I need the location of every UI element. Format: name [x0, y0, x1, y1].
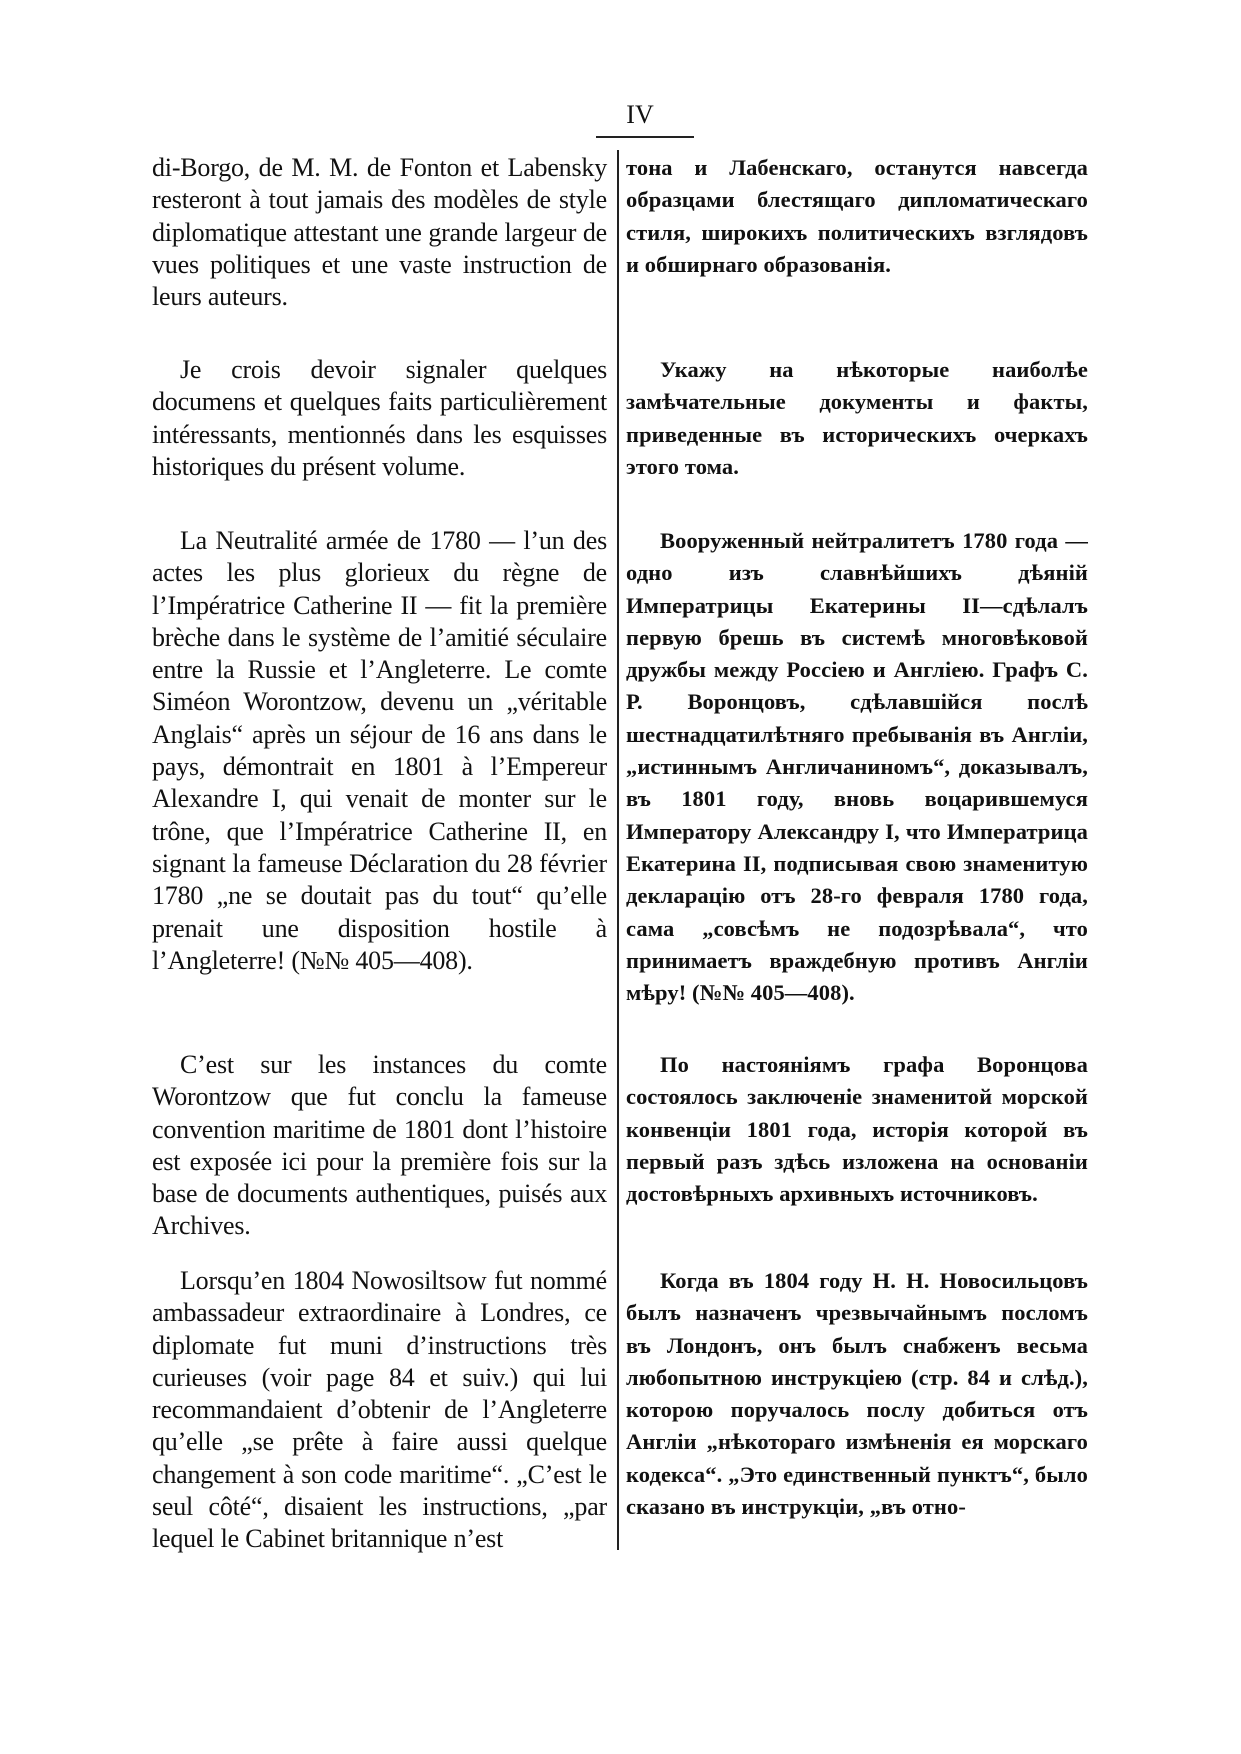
russian-paragraph-1: тона и Лабенскаго, останутся навсегда образцами блестящаго дипломатическаго стиля, широкихъ политическихъ взглядовъ и обширнаго образованія.	[626, 155, 1088, 277]
french-paragraph-4: C’est sur les instances du comte Worontzow que fut conclu la fameuse convention maritime de 1801 dont l’histoire est exposée ici pour la première fois sur la base de documents authentiques, puisés aux Archives.	[152, 1050, 607, 1241]
page-number-rule	[596, 136, 694, 138]
russian-paragraph-4: По настояніямъ графа Воронцова состоялось заключеніе знаменитой морской конвенціи 1801 года, исторія которой въ первый разъ здѣсь изложена на основаніи достовѣрныхъ архивныхъ источниковъ.	[626, 1052, 1088, 1207]
french-paragraph-5: Lorsqu’en 1804 Nowosiltsow fut nommé ambassadeur extraordinaire à Londres, ce diplomate fut muni d’instructions très curieuses (voir page 84 et suiv.) qui lui recommandaient d’obtenir de l’Angleterre qu’elle „se prête à faire aussi quelque changement à son code maritime“. „C’est le seul côté“, disaient les instructions, „par lequel le Cabinet britannique n’est	[152, 1266, 607, 1554]
column-divider	[617, 150, 619, 1550]
french-paragraph-2: Je crois devoir signaler quelques documens et quelques faits particulièrement intéressants, mentionnés dans les esquisses historiques du présent volume.	[152, 355, 607, 481]
french-paragraph-1: di-Borgo, de M. M. de Fonton et Labensky resteront à tout jamais des modèles de style diplomatique attestant une grande largeur de vues politiques et une vaste instruction de leurs auteurs.	[152, 153, 607, 312]
russian-paragraph-2: Укажу на нѣкоторые наиболѣе замѣчательные документы и факты, приведенные въ историческихъ очеркахъ этого тома.	[626, 357, 1088, 479]
french-paragraph-3: La Neutralité armée de 1780 — l’un des actes les plus glorieux du règne de l’Impératrice Catherine II — fit la première brèche dans le système de l’amitié séculaire entre la Russie et l’Angleterre. Le comte Siméon Worontzow, devenu un „véritable Anglais“ après un séjour de 16 ans dans le pays, démontrait en 1801 à l’Empereur Alexandre I, qui venait de monter sur le trône, que l’Impératrice Catherine II, en signant la fameuse Déclaration du 28 février 1780 „ne se doutait pas du tout“ qu’elle prenait une disposition hostile à l’Angleterre! (№№ 405—408).	[152, 526, 607, 975]
russian-paragraph-5: Когда въ 1804 году Н. Н. Новосильцовъ былъ назначенъ чрезвычайнымъ посломъ въ Лондонъ, онъ былъ снабженъ весьма любопытною инструкціею (стр. 84 и слѣд.), которою поручалось послу добиться отъ Англіи „нѣкотораго измѣненія ея морскаго кодекса“. „Это единственный пунктъ“, было сказано въ инструкціи, „въ отно-	[626, 1268, 1088, 1520]
russian-paragraph-3: Вооруженный нейтралитетъ 1780 года — одно изъ славнѣйшихъ дѣяній Императрицы Екатерины II—сдѣлалъ первую брешь въ системѣ многовѣковой дружбы между Россіею и Англіею. Графъ С. Р. Воронцовъ, сдѣлавшійся послѣ шестнадцатилѣтняго пребыванія въ Англіи, „истиннымъ Англичаниномъ“, доказывалъ, въ 1801 году, вновь воцарившемуся Императору Александру I, что Императрица Екатерина II, подписывая свою знаменитую декларацію отъ 28-го февраля 1780 года, сама „совсѣмъ не подозрѣвала“, что принимаетъ враждебную противъ Англіи мѣру! (№№ 405—408).	[626, 528, 1088, 1006]
page-number: IV	[626, 100, 654, 129]
